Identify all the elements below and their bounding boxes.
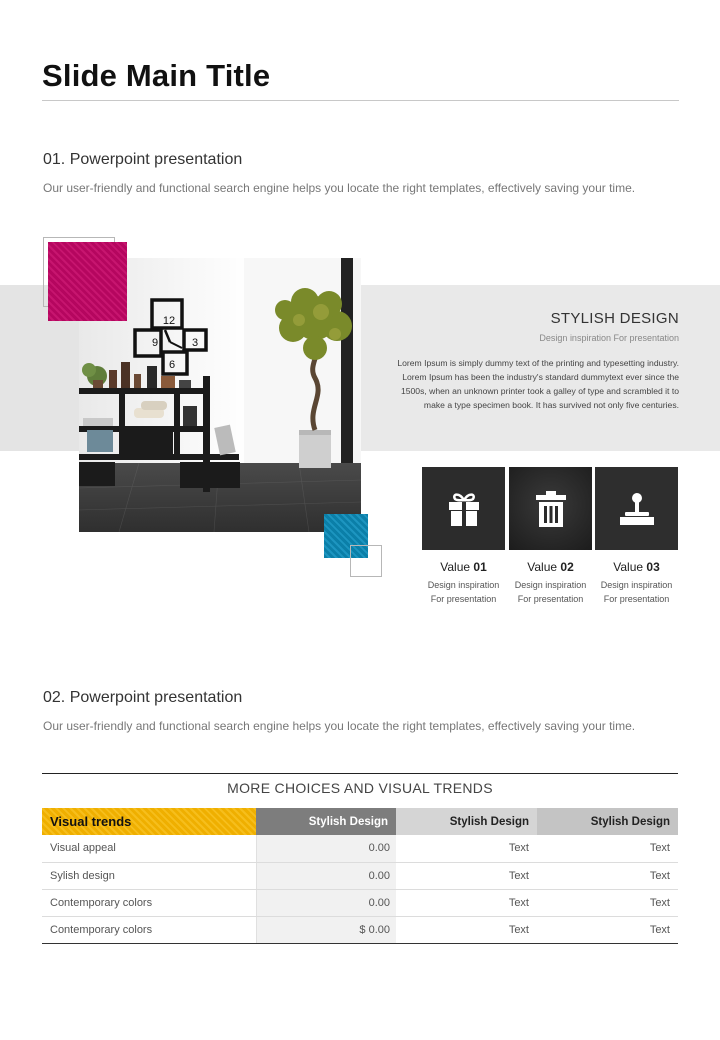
trash-icon	[535, 490, 567, 528]
table-cell: 0.00	[256, 835, 396, 862]
table-row	[42, 916, 678, 943]
comparison-table	[42, 808, 678, 944]
value-title-3	[595, 560, 678, 574]
section-2-heading: 02. Powerpoint presentation	[43, 689, 243, 706]
value-tile-1	[422, 467, 505, 550]
table-cell: Text	[396, 835, 537, 862]
section-1-description: Our user-friendly and functional search engine helps you locate the right templates, effectively saving your time.	[43, 181, 636, 195]
title-divider	[42, 100, 679, 101]
table-cell: Text	[537, 835, 678, 862]
value-desc-1-line2: For presentation	[430, 594, 497, 604]
value-desc-2-line2: For presentation	[517, 594, 584, 604]
table-cell: Contemporary colors	[42, 889, 256, 916]
value-desc-3-line2: For presentation	[603, 594, 670, 604]
clock-number-3: 3	[191, 337, 199, 349]
value-title-1	[422, 560, 505, 574]
section-1-heading: 01. Powerpoint presentation	[43, 151, 243, 168]
table-header-row	[42, 808, 678, 835]
value-label-1: Value	[440, 560, 471, 574]
table-cell: Text	[396, 916, 537, 943]
table-header-cell: Stylish Design	[396, 808, 537, 835]
table-cell: Sylish design	[42, 862, 256, 889]
page-title: Slide Main Title	[42, 58, 271, 93]
table-header-cell: Visual trends	[42, 808, 256, 835]
table-cell: Visual appeal	[42, 835, 256, 862]
table-title: MORE CHOICES AND VISUAL TRENDS	[227, 780, 493, 796]
table-cell: Text	[537, 889, 678, 916]
table-cell: Text	[537, 862, 678, 889]
value-number-2: 02	[560, 560, 574, 574]
feature-body: Lorem Ipsum is simply dummy text of the printing and typesetting industry. Lorem Ipsum has been the industry's standard dummytext ever since the 1500s, when an unknown printer took a galley of type and scrambled it to make a type specimen book. It has survived not only five centuries.	[397, 358, 679, 410]
value-card-2	[509, 467, 592, 606]
value-desc-1	[422, 578, 505, 606]
value-desc-3	[595, 578, 678, 606]
value-tile-2	[509, 467, 592, 550]
table-row	[42, 862, 678, 889]
table-top-rule	[42, 773, 678, 774]
table-header-cell: Stylish Design	[537, 808, 678, 835]
feature-title: STYLISH DESIGN	[550, 310, 679, 327]
table-row	[42, 889, 678, 916]
table-cell: 0.00	[256, 889, 396, 916]
value-number-1: 01	[473, 560, 487, 574]
table-cell: $ 0.00	[256, 916, 396, 943]
value-desc-1-line1: Design inspiration	[427, 580, 500, 590]
table-header-cell: Stylish Design	[256, 808, 396, 835]
value-label-2: Value	[527, 560, 558, 574]
feature-subtitle: Design inspiration For presentation	[539, 333, 679, 343]
value-title-2	[509, 560, 592, 574]
value-desc-3-line1: Design inspiration	[600, 580, 673, 590]
value-card-1	[422, 467, 505, 606]
value-desc-2	[509, 578, 592, 606]
pink-accent-square	[48, 242, 127, 321]
clock-number-9: 9	[151, 337, 159, 349]
section-2-description: Our user-friendly and functional search engine helps you locate the right templates, effectively saving your time.	[43, 719, 636, 733]
table-cell: Text	[396, 889, 537, 916]
table-cell: Text	[537, 916, 678, 943]
clock-number-12: 12	[162, 315, 176, 327]
table-cell: Text	[396, 862, 537, 889]
blue-outline-square	[350, 545, 382, 577]
table-cell: 0.00	[256, 862, 396, 889]
joystick-icon	[619, 492, 655, 526]
value-card-3	[595, 467, 678, 606]
table-row	[42, 835, 678, 862]
value-number-3: 03	[646, 560, 660, 574]
clock-number-6: 6	[168, 359, 176, 371]
value-desc-2-line1: Design inspiration	[514, 580, 587, 590]
gift-icon	[447, 491, 481, 527]
value-tile-3	[595, 467, 678, 550]
value-label-3: Value	[613, 560, 644, 574]
table-cell: Contemporary colors	[42, 916, 256, 943]
